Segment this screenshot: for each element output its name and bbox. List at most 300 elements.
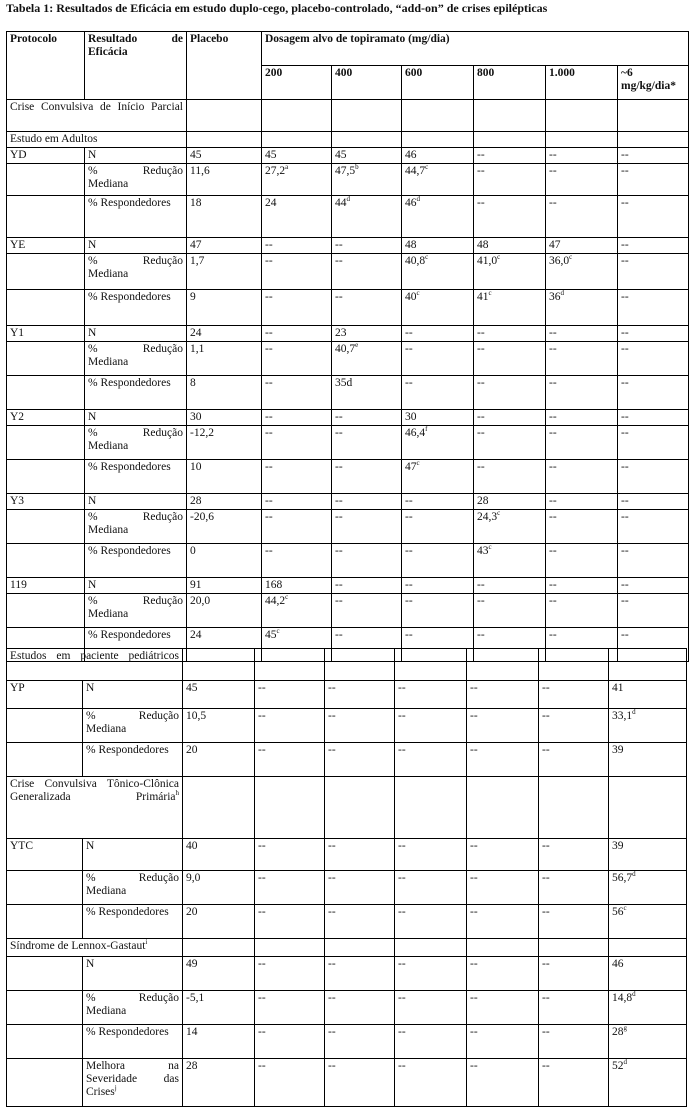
value-cell — [395, 709, 467, 743]
header-dose: 400 — [332, 66, 402, 100]
outcome-cell — [85, 578, 187, 594]
protocol-cell: Y1 — [7, 326, 85, 342]
value-cell — [474, 410, 546, 426]
cell-value: 91 — [190, 579, 202, 591]
footnote-marker: c — [276, 627, 280, 636]
value-cell — [539, 743, 609, 777]
protocol-cell — [7, 196, 85, 238]
table-row — [7, 839, 687, 871]
outcome-label: N — [88, 239, 97, 251]
cell-value: -- — [621, 239, 629, 251]
outcome-label: % Redução Mediana — [88, 427, 183, 452]
value-cell — [325, 1025, 395, 1059]
value-cell — [546, 460, 618, 494]
value-cell — [332, 376, 402, 410]
protocol-cell: Y2 — [7, 410, 85, 426]
cell-value: 39 — [612, 744, 624, 756]
value-cell — [183, 991, 255, 1025]
value-cell — [618, 426, 689, 460]
value-cell — [332, 164, 402, 196]
cell-value: -- — [542, 840, 550, 852]
footnote-marker: d — [632, 990, 636, 999]
cell-value: -- — [542, 992, 550, 1004]
outcome-label: % Respondedores — [88, 291, 171, 303]
value-cell — [262, 326, 332, 342]
protocol-cell — [7, 594, 85, 628]
value-cell — [183, 681, 255, 709]
header-dose: 600 — [402, 66, 474, 100]
header-dose: ~6 mg/kg/dia* — [618, 66, 689, 100]
value-cell — [474, 148, 546, 164]
protocol-cell — [7, 871, 83, 905]
outcome-label: % Respondedores — [86, 744, 169, 756]
footnote-marker: b — [355, 163, 359, 172]
table-row — [7, 290, 689, 326]
table-row — [7, 196, 689, 238]
cell-value: 46 — [405, 197, 417, 209]
outcome-cell — [85, 326, 187, 342]
value-cell — [187, 594, 262, 628]
table-row — [7, 460, 689, 494]
outcome-cell — [85, 290, 187, 326]
value-cell — [618, 238, 689, 254]
value-cell — [402, 164, 474, 196]
value-cell — [546, 164, 618, 196]
cell-value: -- — [621, 545, 629, 557]
value-cell — [609, 743, 687, 777]
value-cell — [187, 148, 262, 164]
value-cell — [546, 254, 618, 290]
outcome-cell — [85, 460, 187, 494]
outcome-cell — [85, 376, 187, 410]
cell-value: 168 — [265, 579, 283, 591]
protocol-cell: 119 — [7, 578, 85, 594]
cell-value: 24 — [190, 327, 202, 339]
cell-value: 36 — [549, 291, 561, 303]
footnote-marker: c — [488, 543, 492, 552]
value-cell — [402, 544, 474, 578]
cell-value: -- — [335, 595, 343, 607]
cell-value: 20 — [186, 906, 198, 918]
value-cell — [325, 709, 395, 743]
footnote-marker: c — [425, 163, 429, 172]
cell-value: -- — [477, 595, 485, 607]
header-dose: 800 — [474, 66, 546, 100]
cell-value: 10,5 — [186, 710, 207, 722]
value-cell — [325, 839, 395, 871]
value-cell — [183, 871, 255, 905]
cell-value: -- — [398, 710, 406, 722]
cell-value: 52 — [612, 1060, 624, 1072]
cell-value: -- — [549, 165, 557, 177]
cell-value: 46,4 — [405, 427, 426, 439]
outcome-label: % Redução Mediana — [86, 872, 180, 897]
cell-value: 45 — [265, 629, 277, 641]
outcome-cell — [85, 254, 187, 290]
cell-value: -- — [328, 710, 336, 722]
cell-value: 40 — [186, 840, 198, 852]
cell-value: -- — [542, 1060, 550, 1072]
table-row — [7, 494, 689, 510]
outcome-cell — [85, 594, 187, 628]
value-cell — [255, 743, 325, 777]
footnote-marker: h — [175, 789, 180, 798]
table-row — [7, 164, 689, 196]
cell-value: -- — [265, 343, 273, 355]
cell-value: -- — [258, 872, 266, 884]
value-cell — [618, 326, 689, 342]
cell-value: -- — [621, 165, 629, 177]
outcome-label: % Redução Mediana — [88, 511, 183, 536]
section-partial: Crise Convulsiva de Início Parcial — [7, 100, 187, 132]
section-lennox — [7, 939, 183, 957]
cell-value: -- — [477, 461, 485, 473]
cell-value: -- — [398, 744, 406, 756]
cell-value: -- — [470, 906, 478, 918]
cell-value: -- — [265, 511, 273, 523]
value-cell — [402, 410, 474, 426]
value-cell — [332, 426, 402, 460]
protocol-cell — [7, 510, 85, 544]
value-cell — [262, 410, 332, 426]
value-cell — [539, 681, 609, 709]
value-cell — [467, 905, 539, 939]
outcome-cell — [85, 342, 187, 376]
value-cell — [618, 164, 689, 196]
footnote-marker: d — [346, 195, 350, 204]
outcome-cell — [83, 839, 183, 871]
value-cell — [332, 326, 402, 342]
cell-value: -- — [398, 958, 406, 970]
cell-value: -- — [549, 377, 557, 389]
outcome-label: % Respondedores — [88, 629, 171, 641]
cell-value: 14,8 — [612, 992, 633, 1004]
cell-value: 28 — [186, 1060, 198, 1072]
cell-value: -- — [470, 872, 478, 884]
cell-value: -- — [470, 992, 478, 1004]
outcome-cell — [83, 743, 183, 777]
cell-value: -- — [328, 958, 336, 970]
outcome-cell — [83, 681, 183, 709]
protocol-cell: YD — [7, 148, 85, 164]
cell-value: -- — [549, 511, 557, 523]
value-cell — [325, 871, 395, 905]
cell-value: -- — [477, 377, 485, 389]
footnote-marker: c — [569, 253, 573, 262]
value-cell — [546, 148, 618, 164]
footnote-marker: f — [425, 425, 428, 434]
value-cell — [474, 494, 546, 510]
table-row — [7, 905, 687, 939]
cell-value: 39 — [612, 840, 624, 852]
outcome-label: N — [88, 495, 97, 507]
footnote-marker: d — [416, 195, 420, 204]
value-cell — [332, 148, 402, 164]
protocol-cell — [7, 709, 83, 743]
value-cell — [183, 1059, 255, 1107]
table-row — [7, 254, 689, 290]
cell-value: 35d — [335, 377, 353, 389]
outcome-cell — [83, 871, 183, 905]
value-cell — [262, 544, 332, 578]
value-cell — [474, 426, 546, 460]
value-cell — [467, 1059, 539, 1107]
cell-value: 24 — [265, 197, 277, 209]
value-cell — [546, 494, 618, 510]
cell-value: -- — [549, 197, 557, 209]
cell-value: -- — [549, 579, 557, 591]
cell-value: 24 — [190, 629, 202, 641]
value-cell — [325, 991, 395, 1025]
value-cell — [474, 196, 546, 238]
value-cell — [325, 681, 395, 709]
value-cell — [402, 148, 474, 164]
cell-value: -- — [477, 165, 485, 177]
value-cell — [395, 681, 467, 709]
value-cell — [255, 681, 325, 709]
cell-value: 1,7 — [190, 255, 205, 267]
protocol-cell — [7, 743, 83, 777]
cell-value: 8 — [190, 377, 196, 389]
footnote-marker: c — [416, 459, 420, 468]
value-cell — [609, 839, 687, 871]
table-row — [7, 376, 689, 410]
outcome-cell — [85, 164, 187, 196]
cell-value: -- — [549, 427, 557, 439]
cell-value: 48 — [477, 239, 489, 251]
value-cell — [187, 410, 262, 426]
value-cell — [262, 342, 332, 376]
outcome-label: N — [88, 149, 97, 161]
table-row — [7, 148, 689, 164]
value-cell — [402, 342, 474, 376]
section-lennox-text: Síndrome de Lennox-Gastaut — [10, 940, 146, 952]
cell-value: -- — [328, 682, 336, 694]
cell-value: 20,0 — [190, 595, 211, 607]
cell-value: -- — [470, 840, 478, 852]
cell-value: 45 — [265, 149, 277, 161]
outcome-label: % Redução Mediana — [86, 992, 180, 1017]
value-cell — [262, 426, 332, 460]
value-cell — [539, 957, 609, 991]
outcome-label: % Redução Mediana — [88, 343, 183, 368]
value-cell — [395, 991, 467, 1025]
value-cell — [618, 410, 689, 426]
value-cell — [609, 871, 687, 905]
table-row — [7, 238, 689, 254]
value-cell — [474, 164, 546, 196]
table-row — [7, 326, 689, 342]
value-cell — [187, 578, 262, 594]
cell-value: -- — [542, 744, 550, 756]
value-cell — [187, 196, 262, 238]
value-cell — [402, 254, 474, 290]
value-cell — [402, 426, 474, 460]
value-cell — [187, 290, 262, 326]
cell-value: -- — [549, 545, 557, 557]
protocol-cell — [7, 342, 85, 376]
cell-value: -- — [470, 1060, 478, 1072]
value-cell — [332, 254, 402, 290]
value-cell — [183, 1025, 255, 1059]
value-cell — [255, 1059, 325, 1107]
cell-value: -- — [258, 958, 266, 970]
cell-value: 45 — [335, 149, 347, 161]
cell-value: 28 — [477, 495, 489, 507]
value-cell — [467, 991, 539, 1025]
protocol-cell — [7, 376, 85, 410]
cell-value: -- — [405, 327, 413, 339]
cell-value: 48 — [405, 239, 417, 251]
cell-value: -- — [621, 629, 629, 641]
table-row — [7, 957, 687, 991]
value-cell — [618, 460, 689, 494]
value-cell — [467, 1025, 539, 1059]
cell-value: -12,2 — [190, 427, 214, 439]
cell-value: -- — [258, 992, 266, 1004]
table-row — [7, 410, 689, 426]
cell-value: 56,7 — [612, 872, 633, 884]
cell-value: -- — [542, 958, 550, 970]
cell-value: 0 — [190, 545, 196, 557]
table-row — [7, 1025, 687, 1059]
value-cell — [618, 342, 689, 376]
value-cell — [187, 426, 262, 460]
value-cell — [474, 510, 546, 544]
protocol-cell — [7, 290, 85, 326]
cell-value: -- — [470, 710, 478, 722]
table-row — [7, 578, 689, 594]
value-cell — [255, 905, 325, 939]
protocol-cell: YP — [7, 681, 83, 709]
value-cell — [183, 709, 255, 743]
value-cell — [618, 376, 689, 410]
cell-value: 9,0 — [186, 872, 201, 884]
outcome-label: % Respondedores — [86, 906, 169, 918]
cell-value: 44,7 — [405, 165, 426, 177]
cell-value: -- — [621, 511, 629, 523]
protocol-cell — [7, 544, 85, 578]
footnote-marker: g — [623, 1024, 628, 1033]
cell-value: -- — [549, 343, 557, 355]
cell-value: -- — [335, 291, 343, 303]
section-pediatric: Estudos em paciente pediátricos — [7, 649, 183, 681]
cell-value: -- — [398, 1026, 406, 1038]
footnote-marker: d — [632, 708, 636, 717]
value-cell — [474, 290, 546, 326]
cell-value: -- — [398, 1060, 406, 1072]
value-cell — [402, 494, 474, 510]
table-row — [7, 426, 689, 460]
value-cell — [402, 290, 474, 326]
outcome-label: N — [86, 840, 95, 852]
table-row — [7, 1059, 687, 1107]
protocol-cell — [7, 1025, 83, 1059]
table-row — [7, 510, 689, 544]
cell-value: -- — [265, 255, 273, 267]
cell-value: -- — [405, 377, 413, 389]
cell-value: -- — [477, 149, 485, 161]
footnote-marker: i — [145, 938, 148, 947]
protocol-cell — [7, 1059, 83, 1107]
cell-value: -- — [621, 411, 629, 423]
cell-value: 18 — [190, 197, 202, 209]
value-cell — [187, 342, 262, 376]
value-cell — [467, 839, 539, 871]
header-outcome: Resultado de Eficácia — [85, 32, 187, 100]
cell-value: 43 — [477, 545, 489, 557]
value-cell — [474, 254, 546, 290]
cell-value: -- — [398, 682, 406, 694]
value-cell — [262, 376, 332, 410]
value-cell — [618, 494, 689, 510]
value-cell — [402, 376, 474, 410]
value-cell — [609, 1025, 687, 1059]
outcome-cell — [85, 196, 187, 238]
header-placebo: Placebo — [187, 32, 262, 100]
cell-value: -- — [398, 840, 406, 852]
header-dose: 200 — [262, 66, 332, 100]
outcome-cell — [85, 238, 187, 254]
cell-value: 49 — [186, 958, 198, 970]
outcome-label: % Redução Mediana — [86, 710, 180, 735]
cell-value: 20 — [186, 744, 198, 756]
footnote-marker: d — [632, 870, 636, 879]
value-cell — [539, 709, 609, 743]
value-cell — [187, 544, 262, 578]
cell-value: -- — [621, 291, 629, 303]
outcome-cell — [85, 410, 187, 426]
value-cell — [539, 1059, 609, 1107]
footnote-marker: c — [425, 253, 429, 262]
cell-value: -- — [621, 495, 629, 507]
value-cell — [255, 991, 325, 1025]
protocol-cell — [7, 164, 85, 196]
cell-value: -- — [335, 495, 343, 507]
cell-value: 45 — [190, 149, 202, 161]
value-cell — [618, 578, 689, 594]
cell-value: -- — [265, 545, 273, 557]
cell-value: -- — [265, 461, 273, 473]
cell-value: -- — [328, 1026, 336, 1038]
cell-value: -- — [258, 1060, 266, 1072]
cell-value: -- — [258, 744, 266, 756]
value-cell — [546, 578, 618, 594]
cell-value: 30 — [405, 411, 417, 423]
outcome-label: N — [86, 958, 95, 970]
value-cell — [187, 164, 262, 196]
cell-value: -- — [335, 427, 343, 439]
header-dose-group: Dosagem alvo de topiramato (mg/dia) — [262, 32, 689, 66]
value-cell — [325, 905, 395, 939]
value-cell — [609, 681, 687, 709]
outcome-label: N — [88, 411, 97, 423]
value-cell — [255, 871, 325, 905]
value-cell — [546, 326, 618, 342]
value-cell — [325, 743, 395, 777]
value-cell — [402, 196, 474, 238]
cell-value: -- — [477, 343, 485, 355]
cell-value: -- — [405, 579, 413, 591]
footnote-marker: c — [416, 289, 420, 298]
footnote-marker: c — [623, 904, 627, 913]
cell-value: 56 — [612, 906, 624, 918]
cell-value: -- — [542, 710, 550, 722]
value-cell — [474, 326, 546, 342]
protocol-cell — [7, 905, 83, 939]
cell-value: -- — [405, 595, 413, 607]
outcome-label: Melhora na Severidade das Crises — [86, 1060, 180, 1098]
